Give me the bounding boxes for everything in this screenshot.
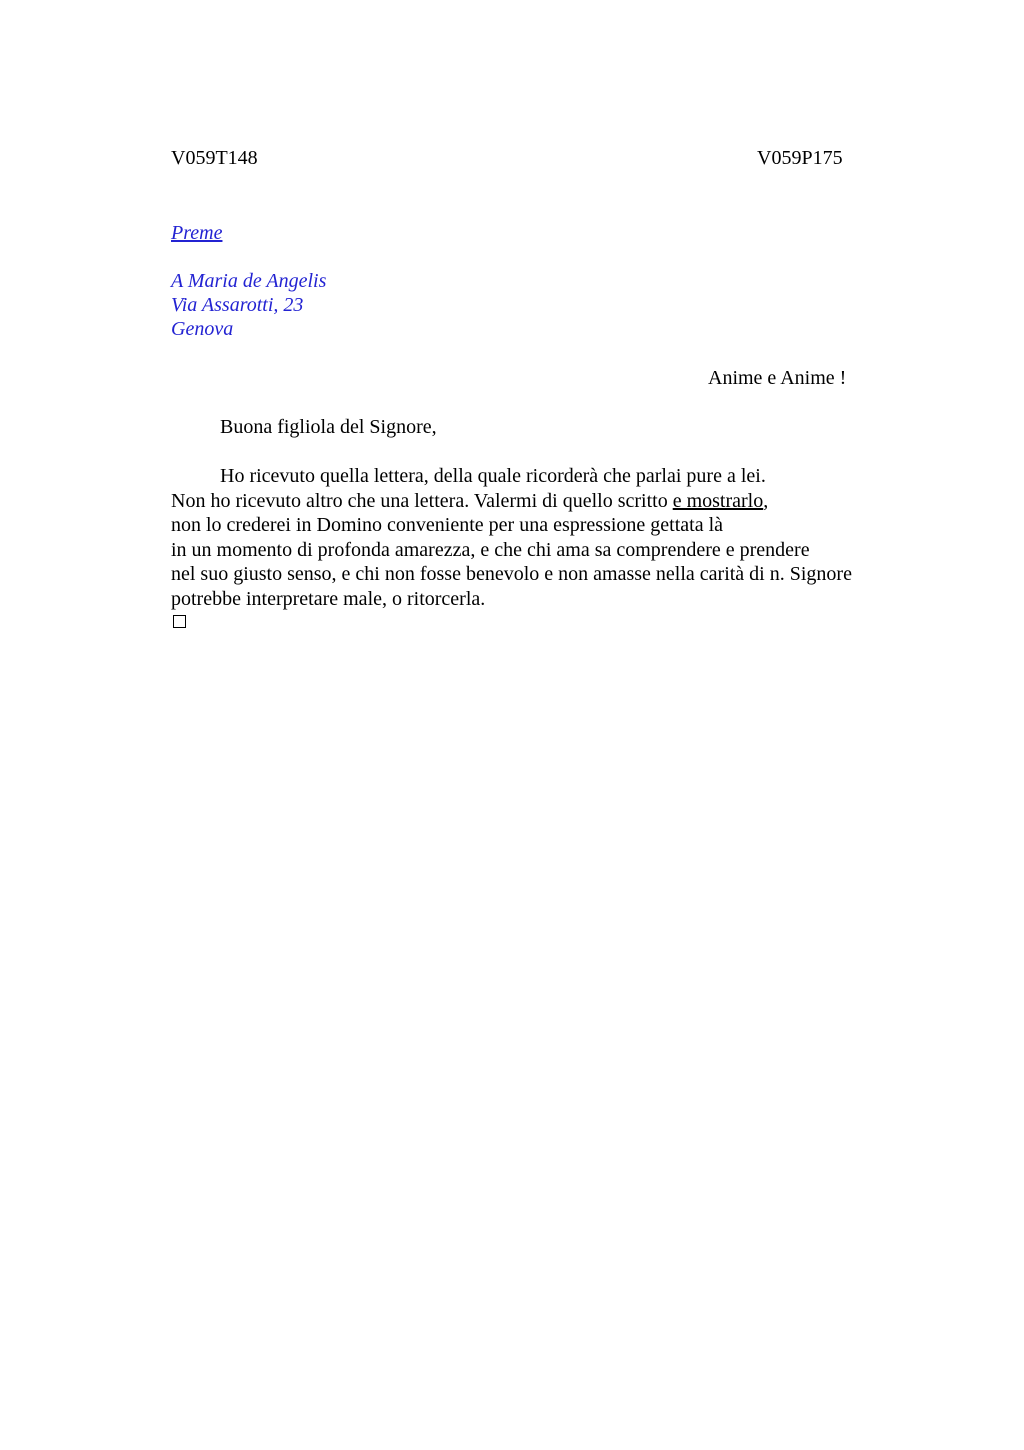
underlined-phrase: e mostrarlo [672, 489, 764, 512]
document-code-left: V059T148 [171, 147, 258, 169]
body-line: in un momento di profonda amarezza, e che chi ama sa comprendere e prendere [171, 538, 810, 561]
note-label: Preme [171, 222, 223, 244]
salutation: Buona figliola del Signore, [220, 416, 437, 438]
body-line-text: , [763, 489, 769, 512]
motto: Anime e Anime ! [708, 367, 847, 389]
letter-body [171, 464, 852, 611]
address-block [171, 269, 326, 341]
body-line: non lo crederei in Domino conveniente per una espressione gettata là [171, 514, 724, 536]
address-line-street: Via Assarotti, 23 [171, 294, 304, 316]
empty-square-icon [173, 615, 186, 628]
body-line: potrebbe interpretare male, o ritorcerla. [171, 587, 486, 610]
body-line: Ho ricevuto quella lettera, della quale ricorderà che parlai pure a lei. [220, 465, 766, 487]
document-code-right: V059P175 [757, 147, 843, 169]
body-line-text: Non ho ricevuto altro che una lettera. Valermi di quello scritto [171, 489, 673, 512]
body-line: nel suo giusto senso, e chi non fosse benevolo e non amasse nella carità di n. Signore [171, 563, 852, 585]
address-line-city: Genova [171, 318, 234, 340]
body-line [171, 489, 852, 514]
address-line-name: A Maria de Angelis [171, 270, 327, 292]
